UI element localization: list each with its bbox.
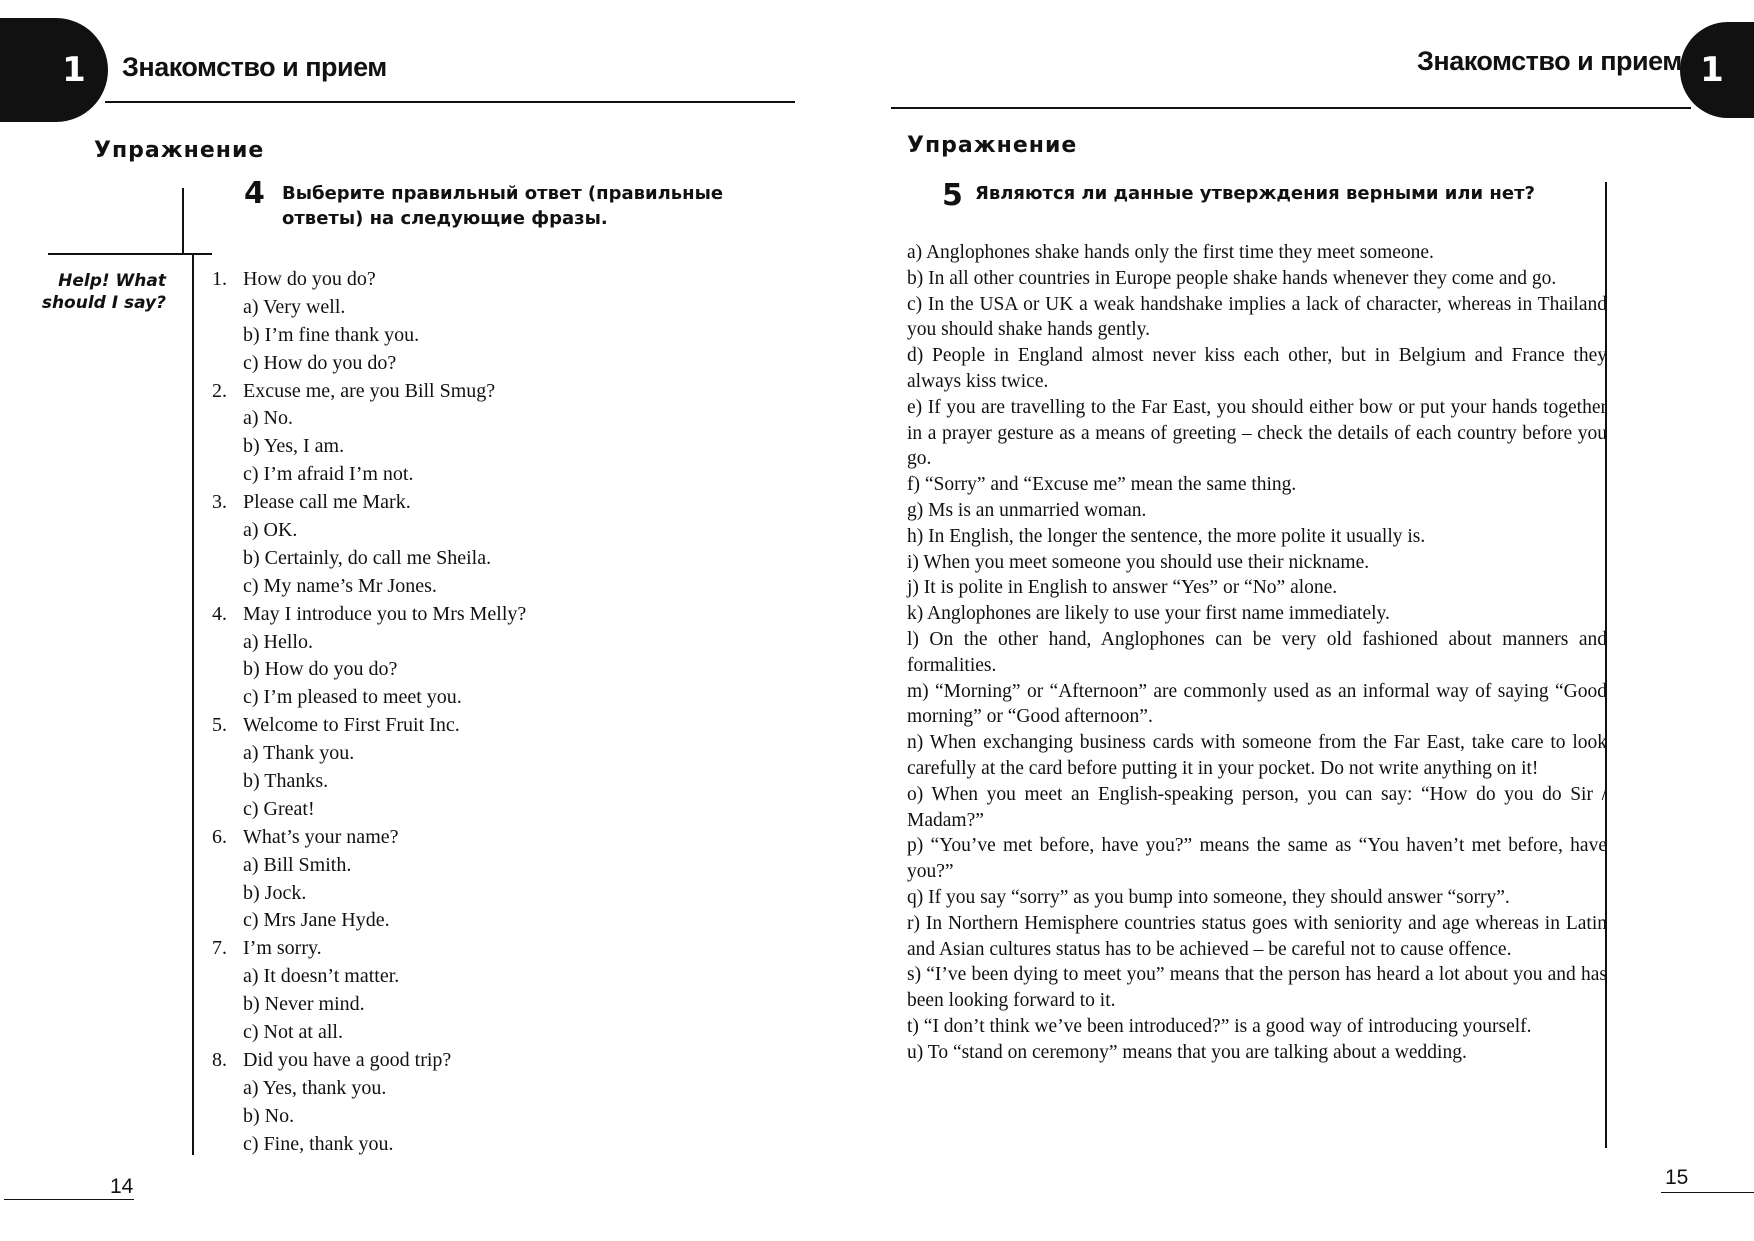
question: [212, 824, 772, 852]
statement: o) When you meet an English-speaking person, you can say: “How do you do Sir / Madam?”: [907, 783, 1607, 831]
question-text: May I introduce you to Mrs Melly?: [243, 602, 527, 625]
answer-option: a) Thank you.: [243, 742, 355, 765]
margin-divider: [182, 188, 184, 254]
chapter-title: Знакомство и прием: [1417, 46, 1682, 76]
header-rule: [891, 107, 1691, 109]
statement: i) When you meet someone you should use their nickname.: [907, 551, 1370, 573]
task-instruction: Являются ли данные утверждения верными или нет?: [975, 183, 1535, 204]
statement: d) People in England almost never kiss each other, but in Belgium and France they always kiss twice.: [907, 345, 1607, 392]
statement: s) “I’ve been dying to meet you” means that the person has heard a lot about you and has been looking forward to it.: [907, 964, 1607, 1012]
answer-option: a) OK.: [243, 519, 298, 542]
answer-option: b) Certainly, do call me Sheila.: [243, 546, 492, 569]
question-number: 8.: [212, 1048, 227, 1071]
question-number: 7.: [212, 937, 227, 960]
exercise-heading: Упражнение: [94, 138, 265, 163]
statement: n) When exchanging business cards with someone from the Far East, take care to look carefully at the card before putting it in your pocket. Do not write anything on it!: [907, 732, 1607, 779]
answer-option: a) It doesn’t matter.: [243, 965, 400, 988]
question-text: I’m sorry.: [243, 937, 322, 960]
question: [212, 378, 772, 406]
statement: u) To “stand on ceremony” means that you are talking about a wedding.: [907, 1041, 1467, 1063]
margin-divider: [48, 253, 212, 255]
answer-option: b) How do you do?: [243, 658, 398, 681]
chapter-number: 1: [62, 50, 86, 90]
margin-note: Help! What should I say?: [41, 271, 166, 313]
answer-option: c) Fine, thank you.: [243, 1132, 394, 1155]
answer-option: a) Yes, thank you.: [243, 1076, 387, 1099]
answer-option: b) Never mind.: [243, 993, 365, 1016]
answer-option: a) Hello.: [243, 630, 313, 653]
statement: l) On the other hand, Anglophones can be very old fashioned about manners and formalities.: [907, 628, 1607, 676]
page-number: 14: [110, 1175, 134, 1198]
question: [212, 935, 772, 963]
footer-rule: [1661, 1192, 1754, 1193]
question: [212, 266, 772, 294]
statement: e) If you are travelling to the Far East, you should either bow or put your hands together in a prayer gesture as a means of greeting – check the details of each country before you go.: [907, 396, 1607, 470]
question-text: How do you do?: [243, 268, 376, 290]
chapter-title: Знакомство и прием: [122, 52, 387, 82]
page-number: 15: [1665, 1166, 1689, 1189]
answer-option: b) No.: [243, 1104, 295, 1127]
statement: c) In the USA or UK a weak handshake implies a lack of character, whereas in Thailand you should shake hands gently.: [907, 293, 1607, 341]
task-number: 5: [942, 178, 963, 213]
question-list: [212, 266, 772, 1159]
answer-option: b) Jock.: [243, 881, 307, 904]
question-number: 4.: [212, 602, 227, 625]
question: [212, 1047, 772, 1075]
answer-option: b) I’m fine thank you.: [243, 323, 420, 346]
statement: k) Anglophones are likely to use your first name immediately.: [907, 603, 1390, 625]
header-rule: [105, 101, 795, 103]
question: [212, 489, 772, 517]
statement: q) If you say “sorry” as you bump into someone, they should answer “sorry”.: [907, 886, 1510, 908]
question-number: 1.: [212, 268, 227, 290]
question-text: Welcome to First Fruit Inc.: [243, 714, 460, 737]
answer-option: c) How do you do?: [243, 351, 397, 374]
answer-option: a) No.: [243, 407, 293, 430]
answer-option: c) I’m pleased to meet you.: [243, 686, 462, 709]
statement: b) In all other countries in Europe people shake hands whenever they come and go.: [907, 267, 1557, 289]
statement: f) “Sorry” and “Excuse me” mean the same thing.: [907, 474, 1297, 496]
task-instruction: Выберите правильный ответ (правильные ответы) на следующие фразы.: [282, 183, 724, 229]
answer-option: c) Not at all.: [243, 1021, 343, 1044]
statement: p) “You’ve met before, have you?” means the same as “You haven’t met before, have you?”: [907, 835, 1607, 883]
answer-option: a) Very well.: [243, 295, 346, 318]
answer-option: c) Great!: [243, 797, 315, 820]
question-text: What’s your name?: [243, 825, 399, 848]
margin-divider: [192, 253, 194, 1155]
statement: t) “I don’t think we’ve been introduced?” is a good way of introducing yourself.: [907, 1015, 1532, 1037]
chapter-tab: [0, 18, 108, 122]
statement: h) In English, the longer the sentence, the more polite it usually is.: [907, 525, 1426, 547]
question-number: 2.: [212, 379, 227, 402]
question-text: Did you have a good trip?: [243, 1048, 452, 1071]
statement: g) Ms is an unmarried woman.: [907, 499, 1147, 521]
question: [212, 601, 772, 629]
answer-option: c) Mrs Jane Hyde.: [243, 909, 390, 932]
question-number: 3.: [212, 491, 227, 514]
answer-option: a) Bill Smith.: [243, 853, 352, 876]
answer-option: b) Yes, I am.: [243, 435, 345, 458]
exercise-heading: Упражнение: [907, 133, 1078, 158]
footer-rule: [4, 1199, 134, 1200]
answer-option: c) I’m afraid I’m not.: [243, 463, 414, 486]
right-page: [877, 0, 1754, 1241]
chapter-number: 1: [1700, 50, 1724, 90]
statement: j) It is polite in English to answer “Yes” or “No” alone.: [907, 577, 1338, 599]
statement: r) In Northern Hemisphere countries status goes with seniority and age whereas in Latin and Asian cultures status has to be achieved – be careful not to cause offence.: [907, 912, 1607, 960]
question-text: Excuse me, are you Bill Smug?: [243, 379, 496, 402]
question-text: Please call me Mark.: [243, 491, 411, 514]
chapter-tab: [1680, 22, 1754, 118]
statement: m) “Morning” or “Afternoon” are commonly used as an informal way of saying “Good morning” or “Good afternoon”.: [907, 680, 1607, 728]
question-number: 5.: [212, 714, 227, 737]
question-number: 6.: [212, 825, 227, 848]
statement-list: [907, 240, 1607, 1066]
answer-option: b) Thanks.: [243, 770, 329, 793]
statement: a) Anglophones shake hands only the first time they meet someone.: [907, 242, 1434, 263]
answer-option: c) My name’s Mr Jones.: [243, 574, 437, 597]
question: [212, 712, 772, 740]
task-number: 4: [244, 176, 265, 211]
